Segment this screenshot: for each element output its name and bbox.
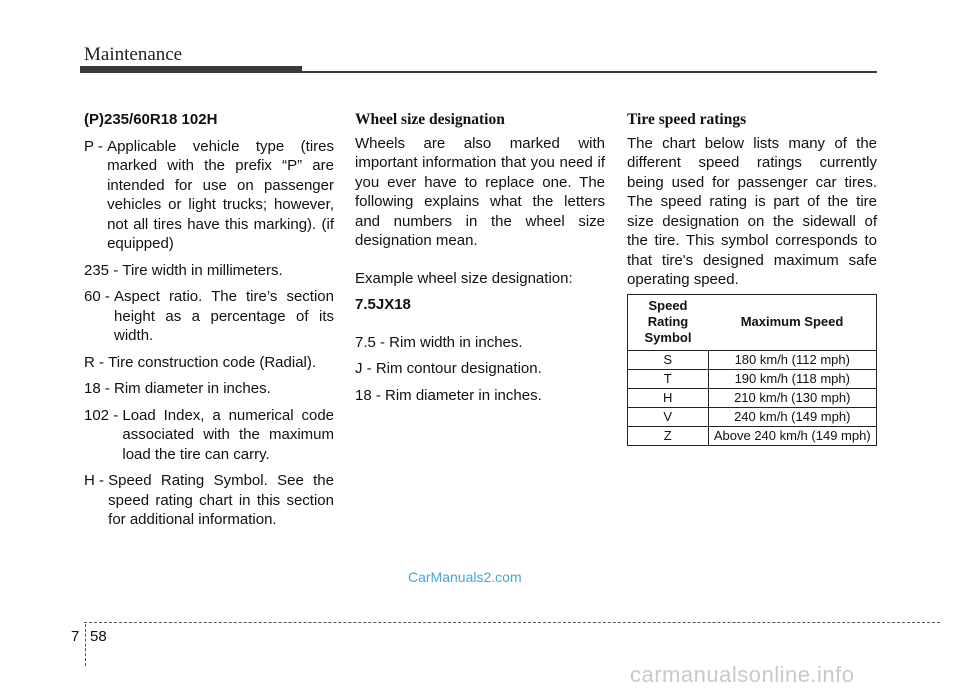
wheel-size-column [355, 110, 605, 412]
speed-ratings-heading: Tire speed ratings [627, 111, 747, 128]
footer-brand-watermark: carmanualsonline.info [630, 662, 855, 687]
list-item-text: Load Index, a numerical code associated with the maximum load the tire can carry. [122, 406, 334, 463]
table-cell-speed: 210 km/h (130 mph) [708, 388, 877, 407]
table-row [628, 388, 877, 407]
list-item: 7.5 - Rim width in inches. [355, 333, 523, 351]
table-row [628, 350, 877, 369]
table-cell-symbol: T [628, 369, 709, 388]
table-cell-symbol: Z [628, 426, 709, 445]
list-item-key: H - [84, 472, 109, 489]
wheel-size-intro: Wheels are also marked with important information that you need if you ever have to replace one. The following explains what the letters and numbers in the wheel size designation mean. [355, 134, 605, 249]
list-item: 18 - Rim diameter in inches. [355, 386, 542, 404]
table-cell-symbol: S [628, 350, 709, 369]
page-header-title: Maintenance [84, 44, 183, 65]
list-item-text: Tire construction code (Radial). [108, 353, 317, 371]
tire-code-heading: (P)235/60R18 102H [84, 111, 218, 128]
list-item: J - Rim contour designation. [355, 360, 542, 377]
list-item [84, 379, 334, 399]
footer-vertical-divider [85, 624, 86, 666]
header-line: Rating [647, 313, 689, 329]
list-item-text: Applicable vehicle type (tires marked with the prefix “P” are intended for use on passenger vehicles or light trucks; however, not all tires have this marking). (if equipped) [107, 137, 334, 252]
table-cell-speed: 190 km/h (118 mph) [708, 369, 877, 388]
list-item-text: Rim diameter in inches. [114, 380, 271, 397]
list-item [84, 287, 334, 346]
tire-code-column [84, 110, 334, 537]
list-item-key: R - [84, 353, 109, 371]
table-header-symbol [628, 294, 709, 350]
list-item-key: 235 - [84, 261, 123, 279]
list-item [84, 261, 334, 281]
table-cell-speed: Above 240 km/h (149 mph) [708, 426, 877, 445]
list-item-text: Speed Rating Symbol. See the speed rating chart in this section for additional information. [108, 472, 334, 528]
list-item [84, 353, 334, 373]
header-line: Speed [648, 297, 688, 313]
table-cell-symbol: H [628, 388, 709, 407]
example-code: 7.5JX18 [355, 296, 411, 313]
list-item-key: 18 - [84, 380, 115, 397]
table-cell-speed: 180 km/h (112 mph) [708, 350, 877, 369]
table-cell-symbol: V [628, 407, 709, 426]
table-row [628, 407, 877, 426]
list-item-key: P - [84, 137, 108, 155]
list-item-key: 102 - [84, 406, 123, 424]
footer-divider [84, 622, 940, 623]
table-cell-speed: 240 km/h (149 mph) [708, 407, 877, 426]
list-item-text: Tire width in millimeters. [122, 261, 283, 279]
header-rule-thin [302, 71, 877, 73]
table-header-speed: Maximum Speed [708, 294, 877, 350]
list-item-key: 60 - [84, 288, 115, 305]
list-item [84, 406, 334, 465]
header-rule-thick [80, 66, 302, 73]
header-line: Symbol [644, 329, 692, 345]
speed-ratings-intro: The chart below lists many of the different speed ratings currently being used for passenger car tires. The speed rating is part of the tire size designation on the sidewall of the tire. This symbol corresponds to that tire's designed maximum safe operating speed. [627, 134, 877, 288]
list-item-text: Aspect ratio. The tire’s section height as a percentage of its width. [114, 288, 334, 344]
example-label: Example wheel size designation: [355, 269, 573, 287]
table-row [628, 369, 877, 388]
speed-rating-table [627, 294, 877, 446]
speed-ratings-column [627, 110, 877, 446]
watermark-link[interactable]: CarManuals2.com [408, 569, 522, 585]
wheel-size-heading: Wheel size designation [355, 111, 505, 128]
list-item [84, 137, 334, 254]
page-number: 58 [90, 628, 107, 645]
section-number: 7 [71, 628, 80, 645]
list-item [84, 471, 334, 530]
table-row [628, 426, 877, 445]
